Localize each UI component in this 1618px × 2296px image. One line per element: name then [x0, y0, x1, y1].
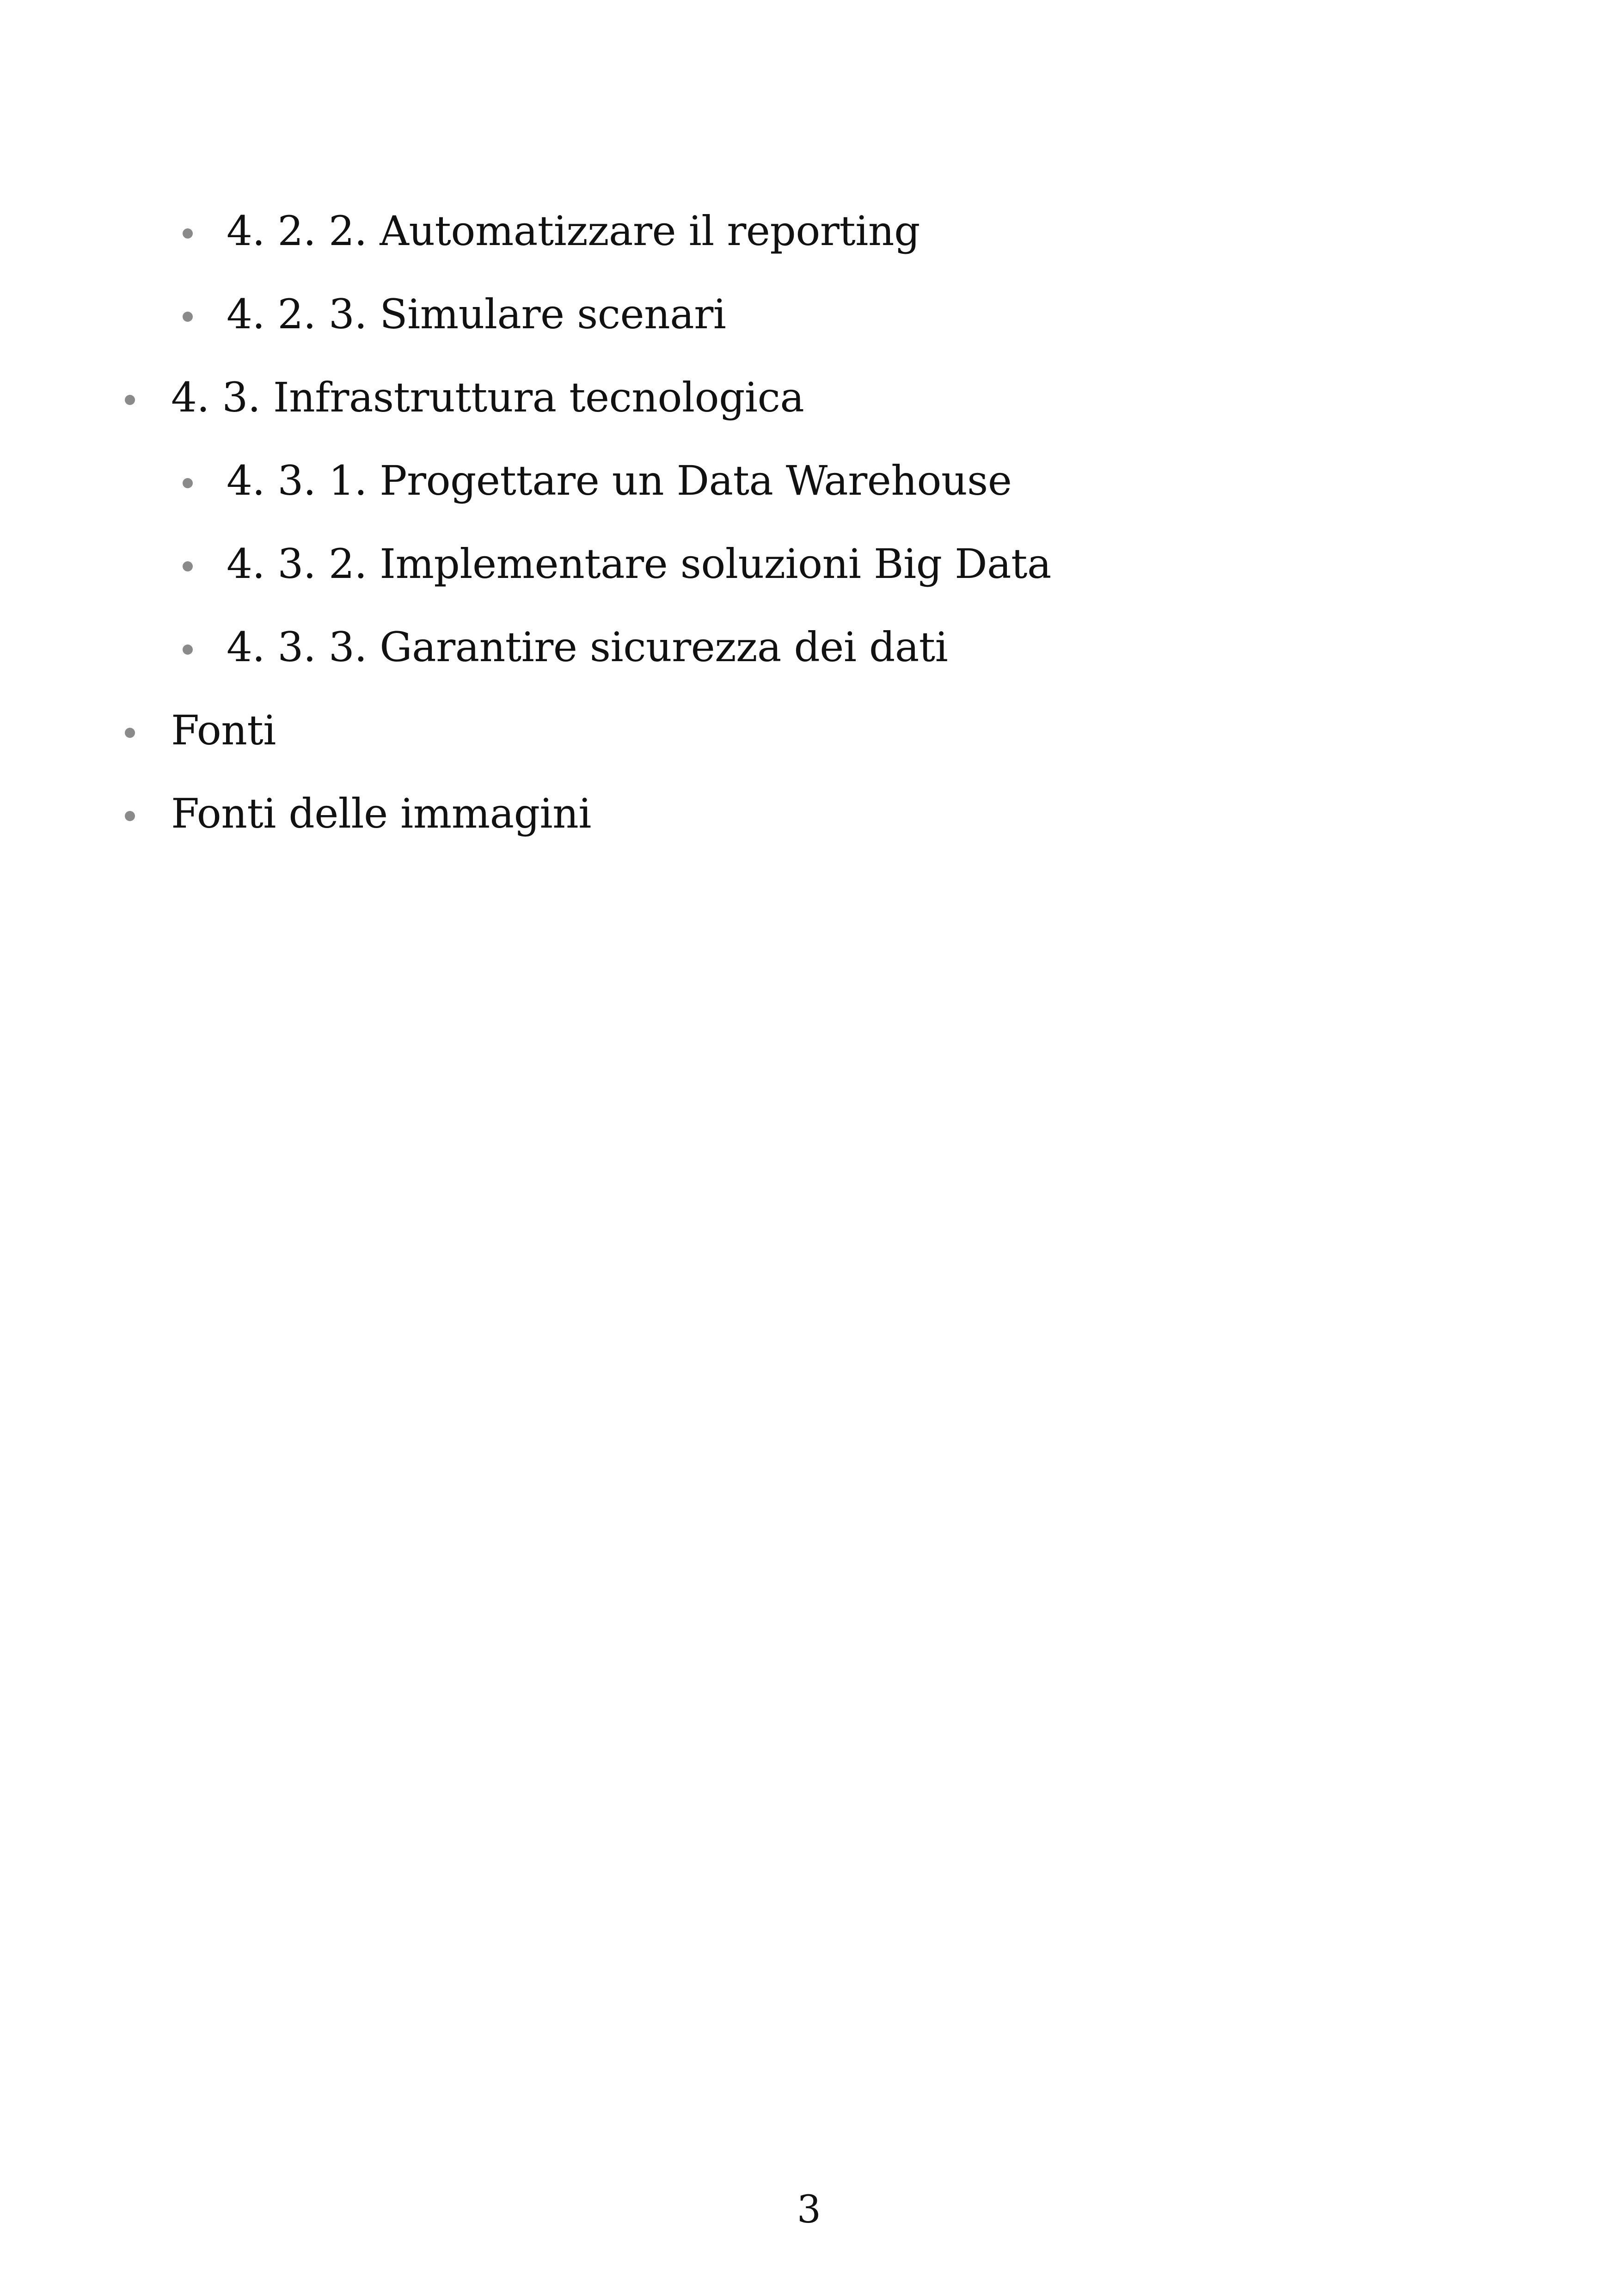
- bullet-icon: [183, 561, 193, 571]
- bullet-icon: [183, 478, 193, 488]
- bullet-icon: [125, 811, 135, 821]
- toc-item-label: 4. 3. 1. Progettare un Data Warehouse: [227, 457, 1012, 504]
- toc-item-label: 4. 2. 3. Simulare scenari: [227, 290, 726, 338]
- toc-item-label: Fonti delle immagini: [171, 790, 591, 837]
- toc-item-label: 4. 2. 2. Automatizzare il reporting: [227, 207, 920, 255]
- toc-item-label: 4. 3. Infrastruttura tecnologica: [171, 374, 804, 421]
- toc-item-label: Fonti: [171, 706, 276, 754]
- bullet-icon: [183, 312, 193, 322]
- toc-item-label: 4. 3. 2. Implementare soluzioni Big Data: [227, 540, 1051, 588]
- bullet-icon: [125, 395, 135, 405]
- toc-item-label: 4. 3. 3. Garantire sicurezza dei dati: [227, 623, 948, 671]
- bullet-icon: [183, 228, 193, 239]
- bullet-icon: [183, 645, 193, 655]
- bullet-icon: [125, 728, 135, 738]
- page-number: 3: [797, 2188, 821, 2232]
